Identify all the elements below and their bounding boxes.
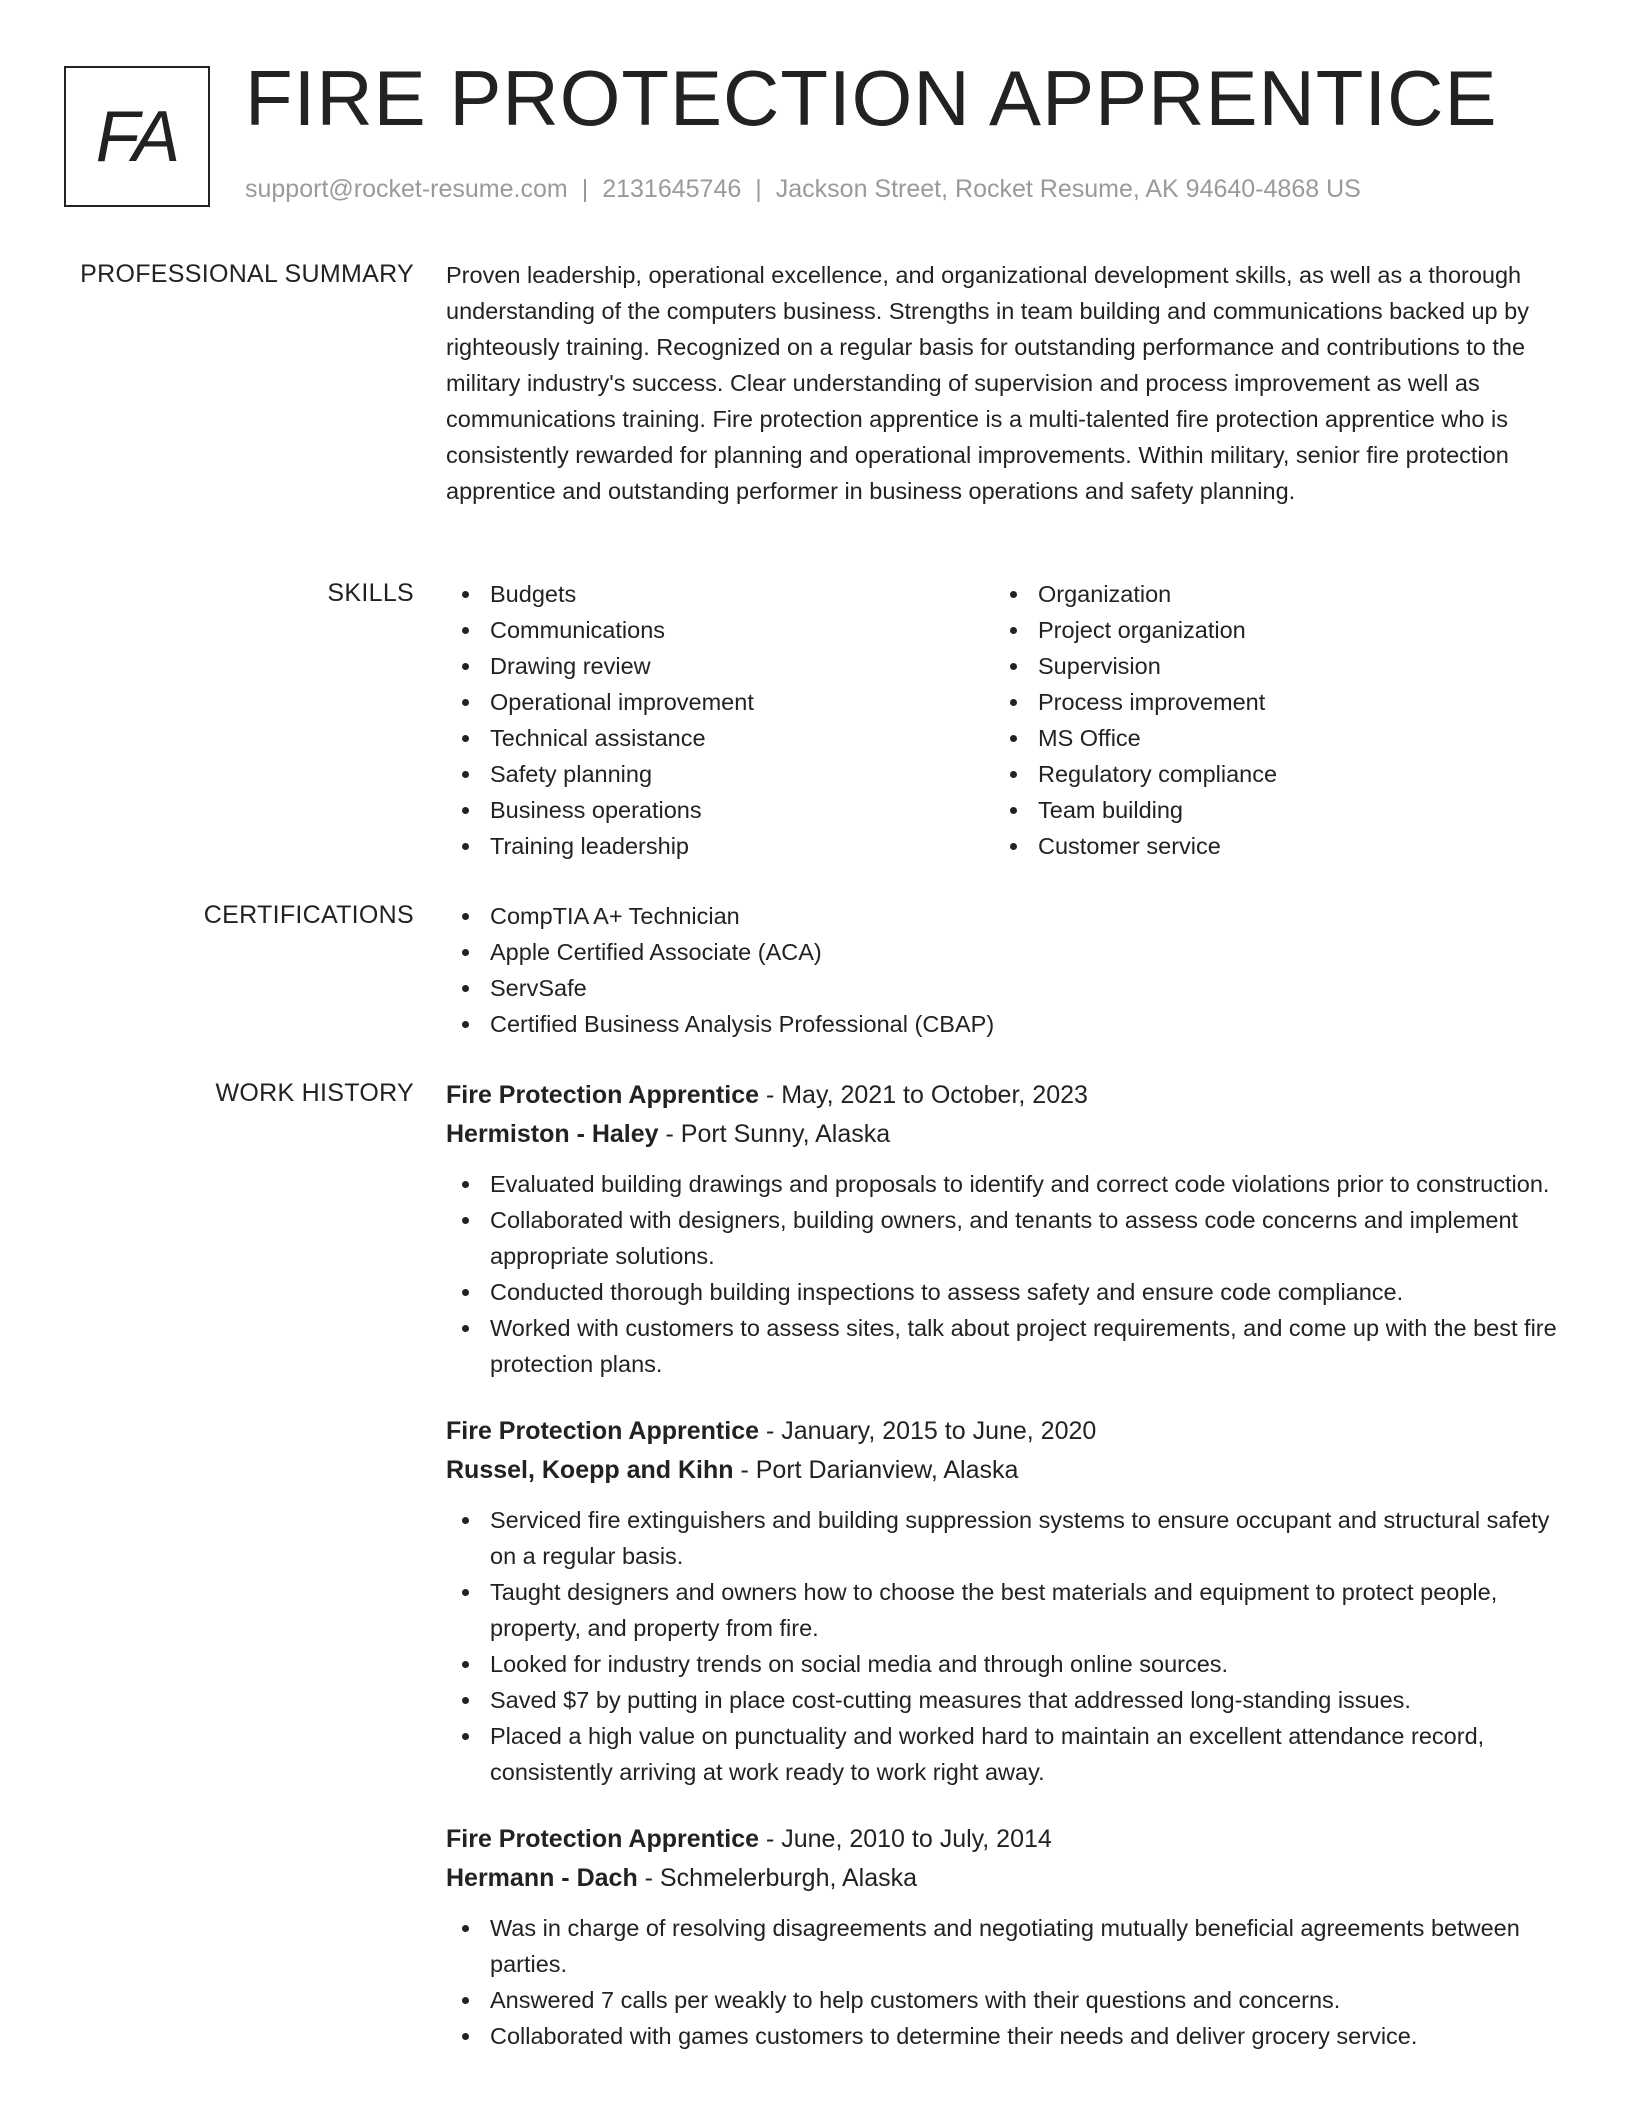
skills-grid bbox=[446, 576, 1561, 864]
job-company-line bbox=[446, 1859, 1561, 1898]
summary-heading: PROFESSIONAL SUMMARY bbox=[80, 260, 414, 288]
skill-item: Process improvement bbox=[994, 684, 1542, 720]
job-title: Fire Protection Apprentice bbox=[446, 1417, 760, 1445]
certification-item: Apple Certified Associate (ACA) bbox=[446, 934, 1561, 970]
skill-item: Project organization bbox=[994, 612, 1542, 648]
skill-item: Training leadership bbox=[446, 828, 994, 864]
certification-item: ServSafe bbox=[446, 970, 1561, 1006]
skill-item: Technical assistance bbox=[446, 720, 994, 756]
skill-item: Budgets bbox=[446, 576, 994, 612]
job-bullets bbox=[446, 1166, 1561, 1382]
skill-item: Team building bbox=[994, 792, 1542, 828]
monogram-logo bbox=[64, 66, 210, 207]
skills-list-left bbox=[446, 576, 994, 864]
job-bullet: Evaluated building drawings and proposals to identify and correct code violations prior to construction. bbox=[446, 1166, 1561, 1202]
skills-column-right bbox=[994, 576, 1542, 864]
certifications-body bbox=[446, 898, 1561, 1042]
skills-body bbox=[446, 576, 1561, 864]
certification-item: Certified Business Analysis Professional (CBAP) bbox=[446, 1006, 1561, 1042]
job-bullet: Answered 7 calls per weakly to help customers with their questions and concerns. bbox=[446, 1982, 1561, 2018]
job-bullet: Conducted thorough building inspections to assess safety and ensure code compliance. bbox=[446, 1274, 1561, 1310]
job-bullet: Collaborated with designers, building owners, and tenants to assess code concerns and implement appropriate solutions. bbox=[446, 1202, 1561, 1274]
skill-item: Regulatory compliance bbox=[994, 756, 1542, 792]
skills-heading: SKILLS bbox=[327, 579, 414, 607]
certifications-heading: CERTIFICATIONS bbox=[203, 901, 414, 929]
job-entry bbox=[446, 1412, 1561, 1790]
summary-text: Proven leadership, operational excellence, and organizational development skills, as well as a thorough understanding of the computers business. Strengths in team building and communications backed up by righteously training. Recognized on a regular basis for outstanding performance and contributions to the military industry's success. Clear understanding of supervision and process improvement as well as communications training. Fire protection apprentice is a multi-talented fire protection apprentice who is consistently rewarded for planning and operational improvements. Within military, senior fire protection apprentice and outstanding performer in business operations and safety planning. bbox=[446, 262, 1529, 504]
job-bullet: Worked with customers to assess sites, talk about project requirements, and come up with the best fire protection plans. bbox=[446, 1310, 1561, 1382]
skill-item: Business operations bbox=[446, 792, 994, 828]
job-bullet: Serviced fire extinguishers and building suppression systems to ensure occupant and structural safety on a regular basis. bbox=[446, 1502, 1561, 1574]
job-dates: - January, 2015 to June, 2020 bbox=[759, 1417, 1097, 1445]
job-title-line bbox=[446, 1076, 1561, 1115]
job-title-line bbox=[446, 1412, 1561, 1451]
contact-email: support@rocket-resume.com bbox=[245, 175, 568, 203]
skill-item: Safety planning bbox=[446, 756, 994, 792]
skill-item: Customer service bbox=[994, 828, 1542, 864]
skill-item: Supervision bbox=[994, 648, 1542, 684]
job-dates: - May, 2021 to October, 2023 bbox=[759, 1081, 1088, 1109]
job-company: Hermiston - Haley bbox=[446, 1120, 659, 1148]
contact-phone: 2131645746 bbox=[602, 175, 742, 203]
contact-separator: | bbox=[581, 175, 589, 203]
job-title-line bbox=[446, 1820, 1561, 1859]
skill-item: Drawing review bbox=[446, 648, 994, 684]
contact-line bbox=[245, 174, 1361, 204]
job-entry bbox=[446, 1076, 1561, 1382]
skill-item: Communications bbox=[446, 612, 994, 648]
job-bullet: Taught designers and owners how to choose the best materials and equipment to protect people, property, and property from fire. bbox=[446, 1574, 1561, 1646]
job-bullet: Looked for industry trends on social media and through online sources. bbox=[446, 1646, 1561, 1682]
certifications-list bbox=[446, 898, 1561, 1042]
job-location: - Port Darianview, Alaska bbox=[733, 1456, 1019, 1484]
work-history-body bbox=[446, 1076, 1561, 2084]
job-entry bbox=[446, 1820, 1561, 2054]
job-title: Fire Protection Apprentice bbox=[446, 1825, 760, 1853]
skills-list-right bbox=[994, 576, 1542, 864]
job-bullet: Collaborated with games customers to determine their needs and deliver grocery service. bbox=[446, 2018, 1561, 2054]
job-company: Hermann - Dach bbox=[446, 1864, 638, 1892]
skills-column-left bbox=[446, 576, 994, 864]
skill-item: Organization bbox=[994, 576, 1542, 612]
job-dates: - June, 2010 to July, 2014 bbox=[759, 1825, 1052, 1853]
job-bullets bbox=[446, 1502, 1561, 1790]
job-bullet: Placed a high value on punctuality and worked hard to maintain an excellent attendance record, consistently arriving at work ready to work right away. bbox=[446, 1718, 1561, 1790]
job-location: - Port Sunny, Alaska bbox=[658, 1120, 891, 1148]
job-bullet: Was in charge of resolving disagreements and negotiating mutually beneficial agreements between parties. bbox=[446, 1910, 1561, 1982]
job-company-line bbox=[446, 1115, 1561, 1154]
job-location: - Schmelerburgh, Alaska bbox=[637, 1864, 918, 1892]
work-history-heading: WORK HISTORY bbox=[215, 1079, 414, 1107]
job-company-line bbox=[446, 1451, 1561, 1490]
summary-body bbox=[446, 257, 1561, 509]
job-bullet: Saved $7 by putting in place cost-cutting measures that addressed long-standing issues. bbox=[446, 1682, 1561, 1718]
contact-address: Jackson Street, Rocket Resume, AK 94640-4868 US bbox=[775, 175, 1361, 203]
job-title: Fire Protection Apprentice bbox=[446, 1081, 760, 1109]
candidate-name: FIRE PROTECTION APPRENTICE bbox=[245, 54, 1498, 142]
skill-item: Operational improvement bbox=[446, 684, 994, 720]
job-company: Russel, Koepp and Kihn bbox=[446, 1456, 734, 1484]
certification-item: CompTIA A+ Technician bbox=[446, 898, 1561, 934]
contact-separator: | bbox=[755, 175, 762, 203]
job-bullets bbox=[446, 1910, 1561, 2054]
skill-item: MS Office bbox=[994, 720, 1542, 756]
monogram-initials: FA bbox=[95, 96, 179, 177]
